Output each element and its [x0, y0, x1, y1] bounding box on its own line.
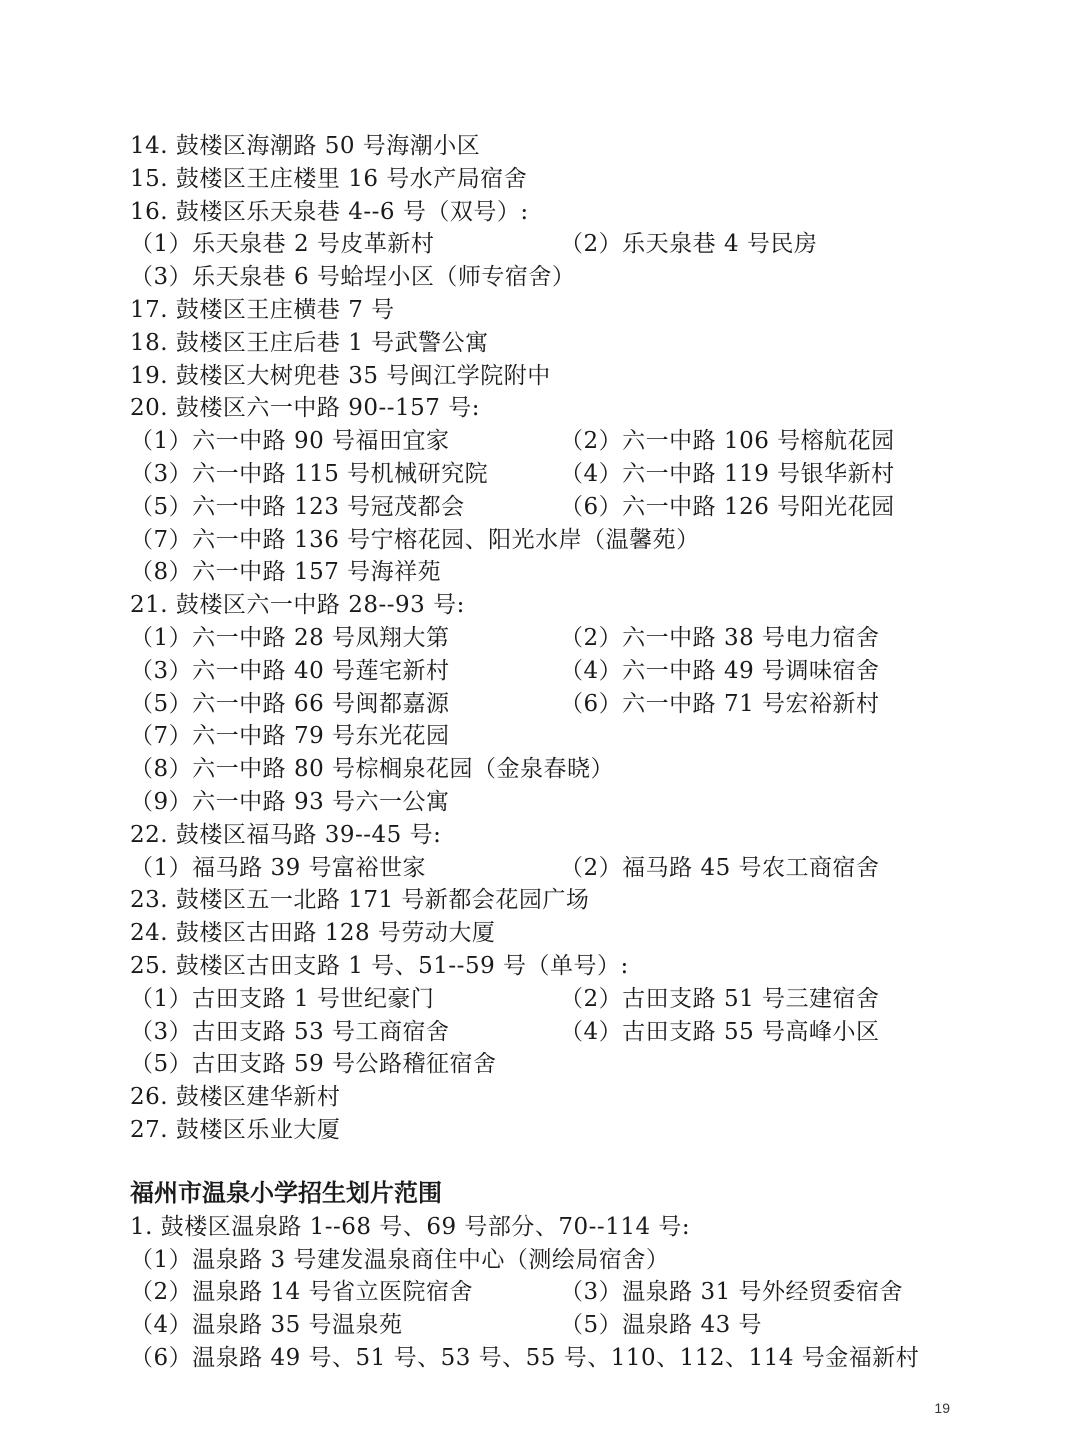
- list-item-pair: [130, 1309, 950, 1342]
- list-item: （3）古田支路 53 号工商宿舍: [130, 1018, 450, 1045]
- list-item: （2）福马路 45 号农工商宿舍: [560, 854, 880, 881]
- list-item: （6）温泉路 49 号、51 号、53 号、55 号、110、112、114 号金福新村: [130, 1344, 920, 1371]
- page-content: [130, 130, 950, 1375]
- list-item-pair: [130, 1016, 950, 1049]
- list-item: （8）六一中路 157 号海祥苑: [130, 559, 442, 586]
- list-item: （2）六一中路 106 号榕航花园: [560, 428, 895, 455]
- list-item-pair: [130, 228, 950, 261]
- list-item: （5）温泉路 43 号: [560, 1312, 763, 1339]
- list-item: （6）六一中路 71 号宏裕新村: [560, 690, 880, 717]
- list-item: 1. 鼓楼区温泉路 1--68 号、69 号部分、70--114 号:: [130, 1213, 691, 1240]
- list-item: （4）温泉路 35 号温泉苑: [130, 1312, 403, 1339]
- list-item: 24. 鼓楼区古田路 128 号劳动大厦: [130, 920, 496, 947]
- list-item-pair: [130, 491, 950, 524]
- list-item-pair: [130, 983, 950, 1016]
- list-item: （1）福马路 39 号富裕世家: [130, 854, 427, 881]
- list-item: （5）古田支路 59 号公路稽征宿舍: [130, 1051, 497, 1078]
- list-item: （1）六一中路 28 号凤翔大第: [130, 624, 450, 651]
- list-item: 18. 鼓楼区王庄后巷 1 号武警公寓: [130, 329, 489, 356]
- list-item: 22. 鼓楼区福马路 39--45 号:: [130, 821, 442, 848]
- list-item-pair: [130, 1276, 950, 1309]
- list-item: （7）六一中路 79 号东光花园: [130, 723, 450, 750]
- list-item: （8）六一中路 80 号棕榈泉花园（金泉春晓）: [130, 756, 615, 783]
- list-item: （1）古田支路 1 号世纪豪门: [130, 985, 435, 1012]
- list-item: （4）六一中路 119 号银华新村: [560, 460, 895, 487]
- list-item: 14. 鼓楼区海潮路 50 号海潮小区: [130, 133, 481, 159]
- list-item: （1）乐天泉巷 2 号皮革新村: [130, 231, 435, 258]
- list-item: （1）六一中路 90 号福田宜家: [130, 428, 450, 455]
- list-item-pair: [130, 688, 950, 721]
- list-item: （3）六一中路 115 号机械研究院: [130, 460, 489, 487]
- page-number: 19: [934, 1400, 950, 1416]
- list-item: （9）六一中路 93 号六一公寓: [130, 788, 450, 815]
- list-item: （2）六一中路 38 号电力宿舍: [560, 624, 880, 651]
- list-item: 23. 鼓楼区五一北路 171 号新都会花园广场: [130, 887, 590, 914]
- list-item: （3）温泉路 31 号外经贸委宿舍: [560, 1279, 904, 1306]
- list-item: （4）古田支路 55 号高峰小区: [560, 1018, 880, 1045]
- list-item: 15. 鼓楼区王庄楼里 16 号水产局宿舍: [130, 165, 528, 192]
- list-item: （7）六一中路 136 号宁榕花园、阳光水岸（温馨苑）: [130, 526, 700, 553]
- list-item: 19. 鼓楼区大树兜巷 35 号闽江学院附中: [130, 362, 551, 389]
- list-item-pair: [130, 655, 950, 688]
- list-item: 16. 鼓楼区乐天泉巷 4--6 号（双号）:: [130, 198, 529, 225]
- enrollment-list-wenquan-school: [130, 1211, 950, 1375]
- list-item: 26. 鼓楼区建华新村: [130, 1084, 341, 1111]
- list-item: （3）六一中路 40 号莲宅新村: [130, 657, 450, 684]
- list-item: （2）古田支路 51 号三建宿舍: [560, 985, 880, 1012]
- list-item: （5）六一中路 66 号闽都嘉源: [130, 690, 450, 717]
- list-item: 17. 鼓楼区王庄横巷 7 号: [130, 296, 395, 323]
- section-heading: 福州市温泉小学招生划片范围: [130, 1178, 442, 1207]
- list-item: （5）六一中路 123 号冠茂都会: [130, 493, 465, 520]
- list-item: （2）温泉路 14 号省立医院宿舍: [130, 1279, 474, 1306]
- list-item: （4）六一中路 49 号调味宿舍: [560, 657, 880, 684]
- list-item: 27. 鼓楼区乐业大厦: [130, 1116, 341, 1143]
- list-item-pair: [130, 622, 950, 655]
- list-item: （3）乐天泉巷 6 号蛤埕小区（师专宿舍）: [130, 264, 576, 291]
- list-item: （1）温泉路 3 号建发温泉商住中心（测绘局宿舍）: [130, 1246, 670, 1273]
- list-item: （6）六一中路 126 号阳光花园: [560, 493, 895, 520]
- list-item-pair: [130, 852, 950, 885]
- list-item: 25. 鼓楼区古田支路 1 号、51--59 号（单号）:: [130, 952, 629, 979]
- enrollment-list-previous-school: [130, 130, 950, 1147]
- list-item: 21. 鼓楼区六一中路 28--93 号:: [130, 592, 465, 619]
- list-item-pair: [130, 425, 950, 458]
- list-item: 20. 鼓楼区六一中路 90--157 号:: [130, 395, 480, 422]
- list-item: （2）乐天泉巷 4 号民房: [560, 231, 818, 258]
- list-item-pair: [130, 458, 950, 491]
